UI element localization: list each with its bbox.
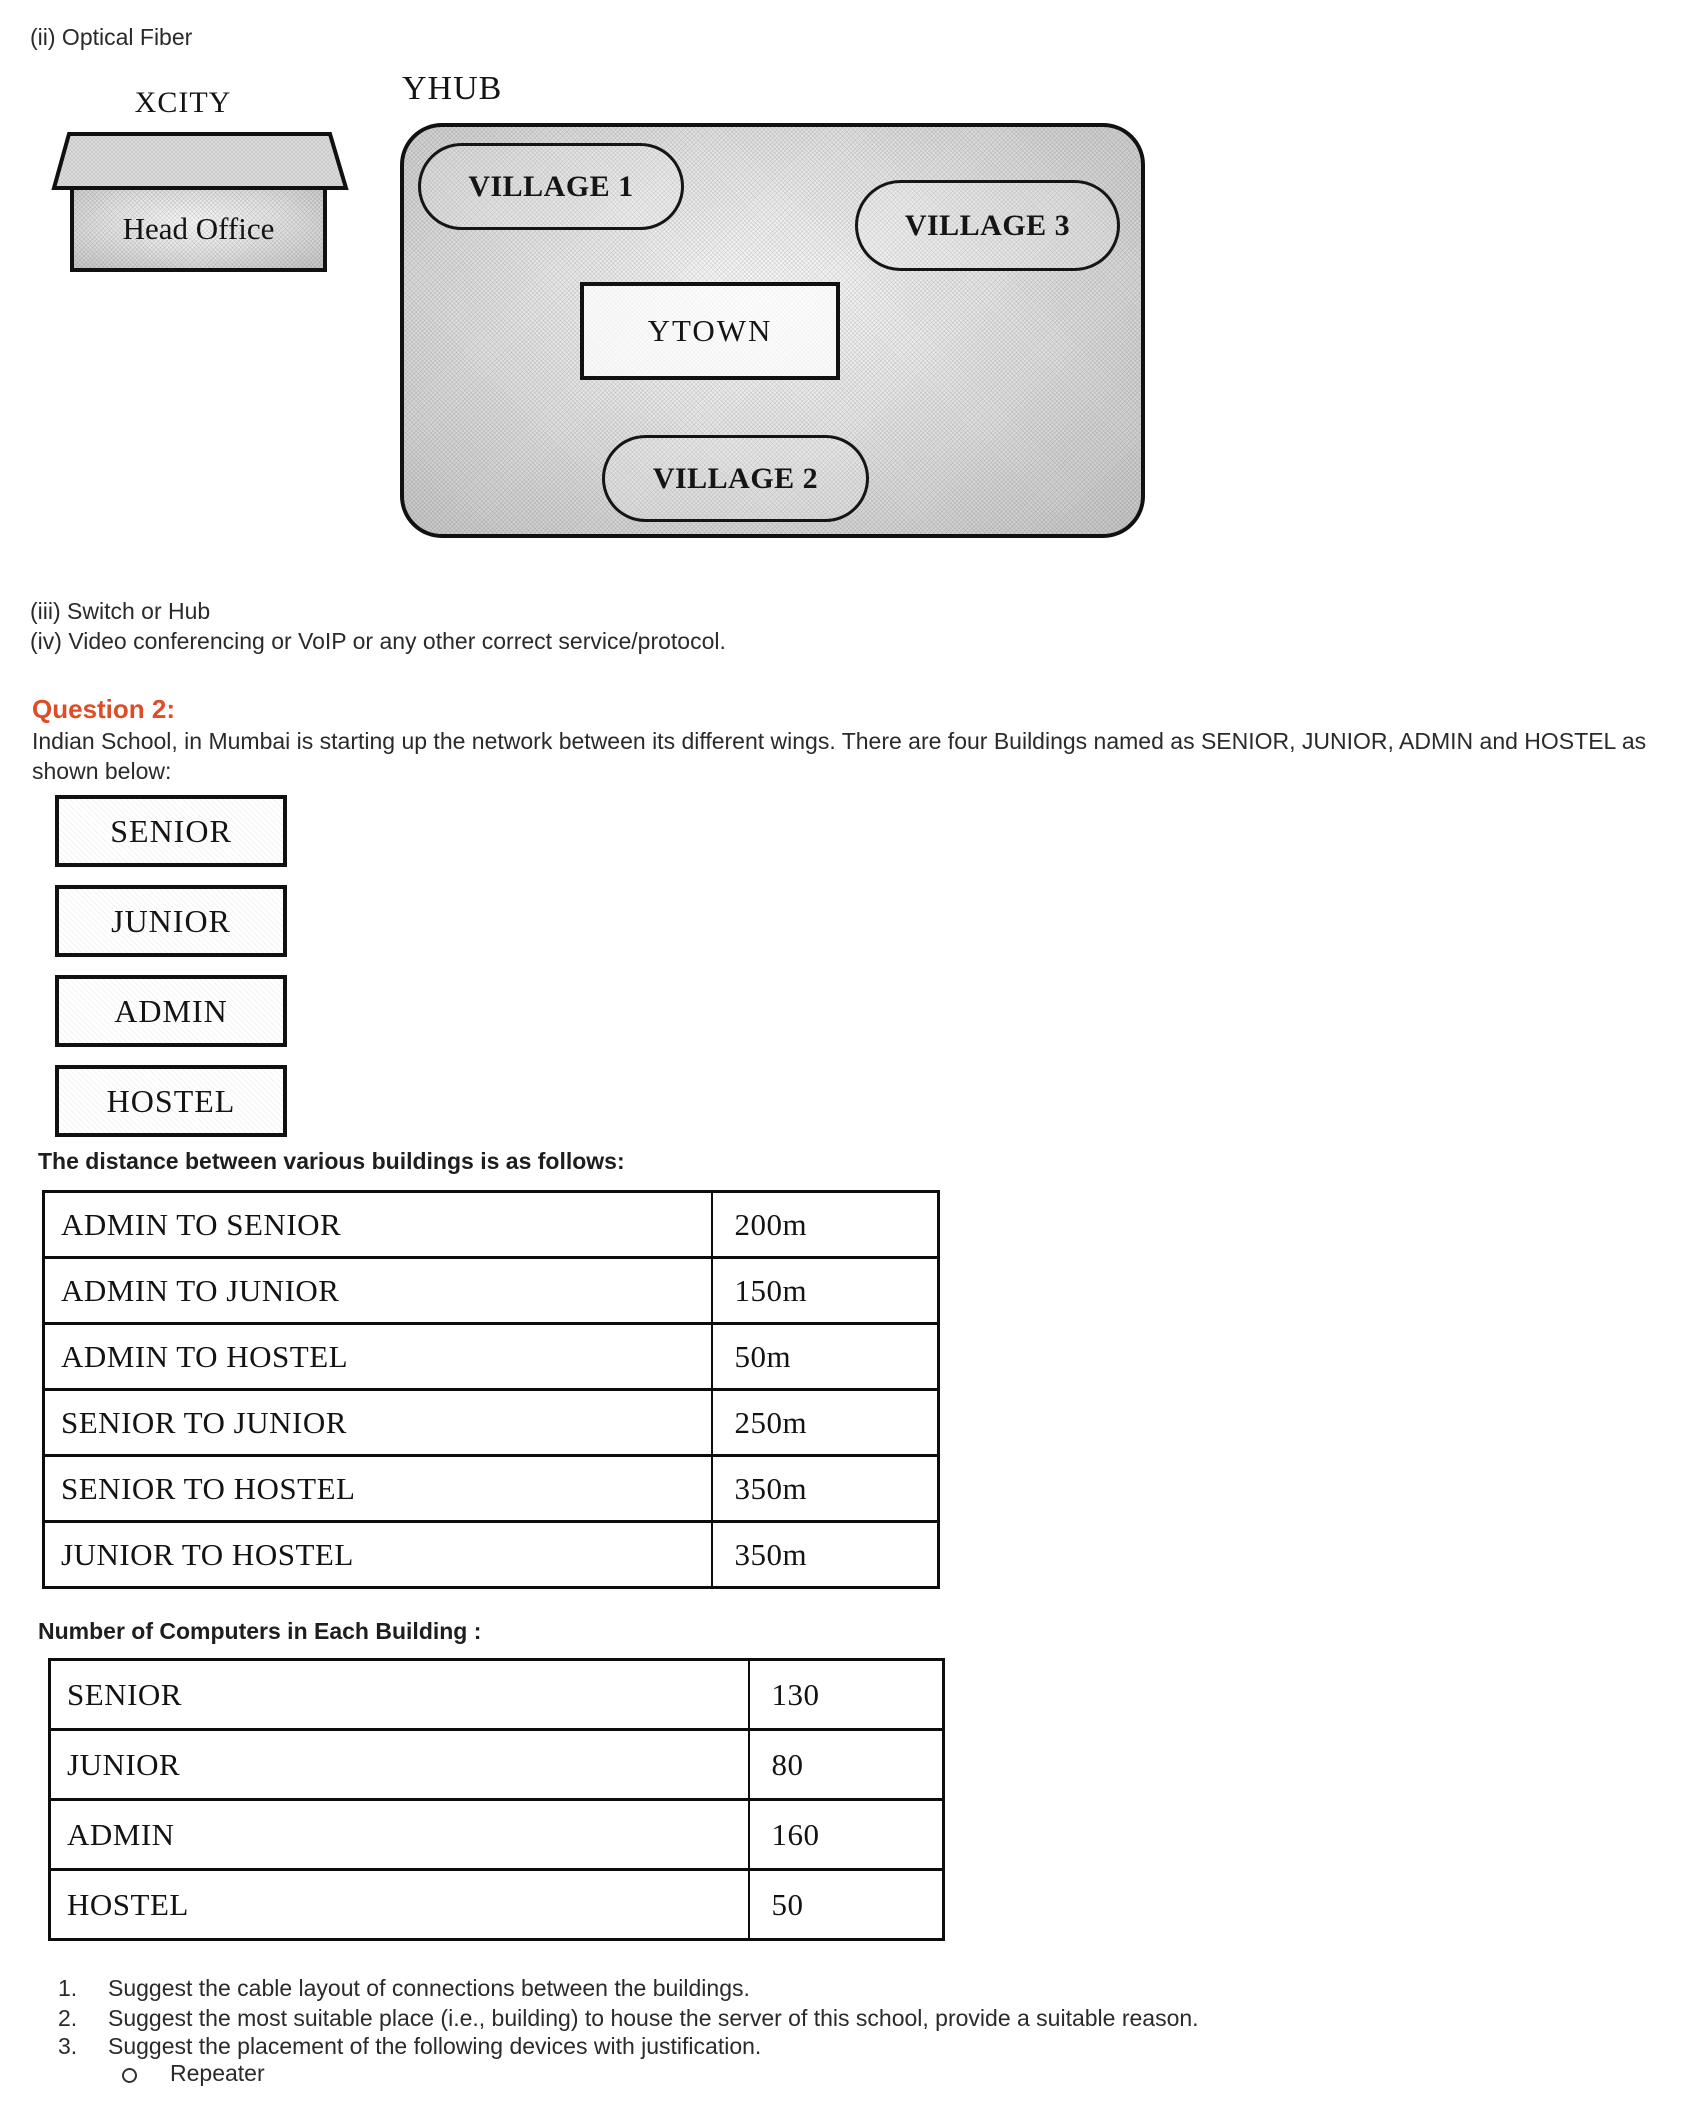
yhub-label: YHUB (402, 70, 503, 107)
task-number: 1. (58, 1975, 78, 2001)
head-office-label: Head Office (122, 211, 275, 246)
task-number: 2. (58, 2005, 78, 2031)
building-cell: JUNIOR (51, 1731, 750, 1798)
table-row (45, 1256, 937, 1322)
village3-node (855, 180, 1120, 271)
task-text: Suggest the most suitable place (i.e., building) to house the server of this school, provide a suitable reason. (108, 2005, 1199, 2031)
village3-label: VILLAGE 3 (904, 208, 1071, 242)
route-cell: SENIOR TO JUNIOR (45, 1391, 713, 1454)
task-item-2 (58, 2004, 1658, 2032)
table-row (45, 1193, 937, 1256)
route-cell: ADMIN TO HOSTEL (45, 1325, 713, 1388)
table-row (45, 1520, 937, 1586)
route-cell: ADMIN TO JUNIOR (45, 1259, 713, 1322)
xcity-label: XCITY (134, 86, 232, 119)
head-office-box (70, 186, 327, 272)
device-bullet-row (122, 2060, 265, 2087)
answer-item-ii: (ii) Optical Fiber (30, 24, 193, 50)
head-office-lid-shape (50, 130, 350, 192)
computers-table (48, 1658, 945, 1941)
building-cell: HOSTEL (51, 1871, 750, 1938)
distance-cell: 200m (734, 1206, 808, 1242)
village2-node (602, 435, 869, 522)
table-row (51, 1798, 942, 1868)
building-label: JUNIOR (111, 902, 231, 939)
route-cell: ADMIN TO SENIOR (45, 1193, 713, 1256)
task-item-1 (58, 1974, 1658, 2002)
table-row (45, 1322, 937, 1388)
task-number: 3. (58, 2033, 78, 2059)
distance-cell: 250m (734, 1404, 808, 1440)
building-label: HOSTEL (106, 1082, 236, 1119)
device-bullet-label: Repeater (170, 2060, 265, 2086)
building-box-senior (55, 795, 287, 867)
count-cell: 160 (771, 1816, 820, 1852)
circle-bullet-icon (122, 2068, 137, 2083)
village1-node (418, 143, 684, 230)
count-cell: 50 (771, 1886, 804, 1922)
distance-cell: 50m (734, 1338, 792, 1374)
building-label: ADMIN (114, 992, 228, 1029)
building-box-junior (55, 885, 287, 957)
task-item-3 (58, 2032, 1658, 2060)
ytown-label: YTOWN (647, 313, 773, 348)
building-box-admin (55, 975, 287, 1047)
ytown-node (580, 282, 840, 380)
question-intro: Indian School, in Mumbai is starting up the network between its different wings. There are four Buildings named as SENIOR, JUNIOR, ADMIN and HOSTEL as shown below: (32, 728, 1647, 784)
table-row (51, 1661, 942, 1728)
count-cell: 130 (771, 1676, 820, 1712)
task-text: Suggest the placement of the following devices with justification. (108, 2033, 762, 2059)
distance-cell: 150m (734, 1272, 808, 1308)
table-row (45, 1454, 937, 1520)
table-row (45, 1388, 937, 1454)
question-heading: Question 2: (32, 694, 176, 724)
building-box-hostel (55, 1065, 287, 1137)
building-label: SENIOR (110, 812, 232, 849)
distance-table-heading: The distance between various buildings is as follows: (38, 1148, 625, 1174)
computers-table-heading: Number of Computers in Each Building : (38, 1618, 482, 1644)
table-row (51, 1868, 942, 1938)
building-cell: ADMIN (51, 1801, 750, 1868)
distance-table (42, 1190, 940, 1589)
count-cell: 80 (771, 1746, 804, 1782)
route-cell: SENIOR TO HOSTEL (45, 1457, 713, 1520)
task-text: Suggest the cable layout of connections between the buildings. (108, 1975, 750, 2001)
table-row (51, 1728, 942, 1798)
yhub-box (400, 123, 1145, 538)
village2-label: VILLAGE 2 (652, 461, 819, 495)
answer-item-iii: (iii) Switch or Hub (30, 598, 211, 624)
village1-label: VILLAGE 1 (468, 169, 634, 203)
building-cell: SENIOR (51, 1661, 750, 1728)
distance-cell: 350m (734, 1536, 808, 1572)
answer-item-iv: (iv) Video conferencing or VoIP or any other correct service/protocol. (30, 628, 726, 654)
route-cell: JUNIOR TO HOSTEL (45, 1523, 713, 1586)
distance-cell: 350m (734, 1470, 808, 1506)
